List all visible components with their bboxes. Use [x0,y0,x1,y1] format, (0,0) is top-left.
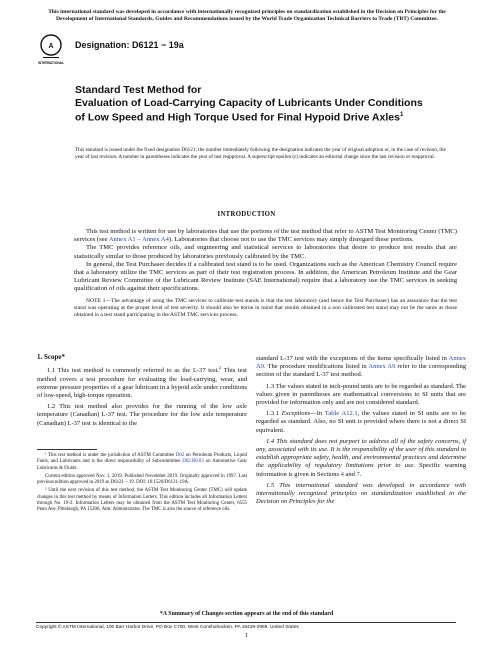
logo-text: INTERNATIONAL [38,61,64,65]
introduction-body [74,228,457,319]
section-4-link[interactable]: 4 [340,470,344,478]
footnotes [37,449,247,516]
page-number: 1 [244,632,249,639]
annex-link[interactable]: Annex A1 – Annex A4 [108,236,169,244]
svg-text:A: A [48,43,54,50]
introduction-heading: INTRODUCTION [217,211,276,218]
issuance-statement: This standard is issued under the fixed designation D6121; the number immediately following the designation indicates the year of original adoption or, in the case of revision, the year of last revision. A number in parentheses indicates the year of last reapproval. A superscript epsilon (ε) indicates an editorial change since the last revision or reapproval. [75,147,446,160]
note-1: NOTE 1—The advantage of using the TMC services to calibrate test stands is that the test laboratory (and hence the Test Purchaser) has an assurance that the test stand was operating at the proper level of test severity. It should also be borne in mind that results obtained in a non calibrated test stand may not be the same as those obtained in a test stand participating in the ASTM TMC services process. [74,297,457,318]
title-footnote-mark[interactable]: 1 [399,112,404,118]
document-title [75,84,435,124]
scope-1-2: 1.2 This test method also provides for the running of the low axle temperature (Canadian) L-37 test. The procedure for the low axle temperature (Canadian) L-37 test is identical to the [37,403,247,427]
title-line-2: Evaluation of Load-Carrying Capacity of Lubricants Under Conditions of Low Speed and High Torque Used for Final Hypoid Drive Axles [75,96,423,124]
standards-notice: This international standard was developed in accordance with internationally recognized principles on standardization established in the Decision on Principles for the Development of International Standards, Guides and Recommendations issued by the World Trade Organization Technical Barriers to Trade (TBT) Committee. [48,9,446,22]
footnote-2: ² Until the next revision of this test method, the ASTM Test Monitoring Center (TMC) will update changes in this test method by means of Information Letters. This edition includes all Information Letters through No. 19-2. Information Letters may be obtained from the ASTM Test Monitoring Center, 6555 Penn Ave, Pittsburgh, PA 15206, Attn: Administrator. The TMC is also the source of reference oils. [37,488,247,513]
left-column [37,353,247,431]
astm-logo-icon [40,32,62,70]
scope-1-5: 1.5 This international standard was developed in accordance with internationally recognized principles on standardization established in the Decision on Principles for the [256,481,466,506]
intro-paragraph-2: The TMC provides reference oils, and engineering and statistical services to laboratories that desire to produce test results that are statistically similar to those produced by laboratories previously calibrated by the TMC. [74,244,457,260]
annex-a9-link[interactable]: Annex A9 [256,355,466,371]
intro-paragraph-1: This test method is written for use by laboratories that use the portions of the test method that refer to ASTM Test Monitoring Center (TMC) services (see Annex A1 – Annex A4). Laboratories that choose not to use the TMC services may simply disregard these portions. [74,228,457,244]
table-a12-link[interactable]: Table A12.1 [324,410,358,418]
annex-a9-link-2[interactable]: Annex A9 [368,363,396,371]
scope-1-4: 1.4 This standard does not purport to address all of the safety concerns, if any, associated with its use. It is the responsibility of the user of this standard to establish appropriate safety, health, and environmental practices and determine the applicability of regulatory limitations prior to use. Specific warning information is given in Sections 4 and 7. [256,437,466,478]
scope-1-3: 1.3 The values stated in inch-pound units are to be regarded as standard. The values given in parentheses are mathematical conversions to SI units that are provided for information only and are not considered standard. [256,382,466,407]
section-7-link[interactable]: 7 [356,470,360,478]
summary-of-changes-note: *A Summary of Changes section appears at the end of this standard [159,611,334,617]
intro-paragraph-3: In general, the Test Purchaser decides if a calibrated test stand is to be used. Organizations such as the American Chemistry Council require that a laboratory utilize the TMC services as part of their test registration process. In addition, the American Petroleum Institute and the Gear Lubricant Review Committee of the Lubricant Review Institute (SAE International) require that a laboratory use the TMC services in seeking qualification of oils against their specifications. [74,260,457,293]
title-line-1: Standard Test Method for [75,84,202,96]
designation: Designation: D6121 − 19a [75,40,184,50]
scope-1-2-continued: standard L-37 test with the exceptions of the items specifically listed in Annex A9. The procedure modifications listed in Annex A9 refer to the corresponding section of the standard L-37 test method. [256,355,466,379]
scope-1-3-1: 1.3.1 Exceptions—In Table A12.1, the values stated in SI units are to be regarded as standard. Also, no SI unit is provided where there is not a direct SI equivalent. [256,410,467,434]
scope-1-1: 1.1 This test method is commonly referred to as the L-37 test.$^2$ This test method covers a test procedure for evaluating the load-carrying, wear, and extreme pressure properties of a gear lubricant in a hypoid axle under conditions of low-speed, high-torque operation. [37,365,247,399]
footnote-1-edition: Current edition approved Nov. 1, 2019. Published November 2019. Originally approved in 1997. Last previous edition approved in 2019 as D6121 – 19. DOI: 10.1520/D6121-19A. [37,473,247,486]
footnote-2-mark[interactable]: 2 [218,365,222,371]
subcommittee-link[interactable]: D02.B0.03 [182,459,204,465]
scope-heading: 1. Scope* [37,353,65,361]
footnote-divider [37,449,97,450]
committee-link[interactable]: D02 [175,453,185,458]
right-column [256,355,466,509]
copyright-line: Copyright © ASTM International, 100 Barr Harbor Drive, PO Box C700, West Conshohocken, PA 19428-2959. United States [36,622,456,630]
footnote-1: ¹ This test method is under the jurisdiction of ASTM Committee D02 on Petroleum Products, Liquid Fuels, and Lubricants and is the direct responsibility of Subcommittee D02.B0.03 on Automotive Gear Lubricants & Fluids. [37,453,248,471]
